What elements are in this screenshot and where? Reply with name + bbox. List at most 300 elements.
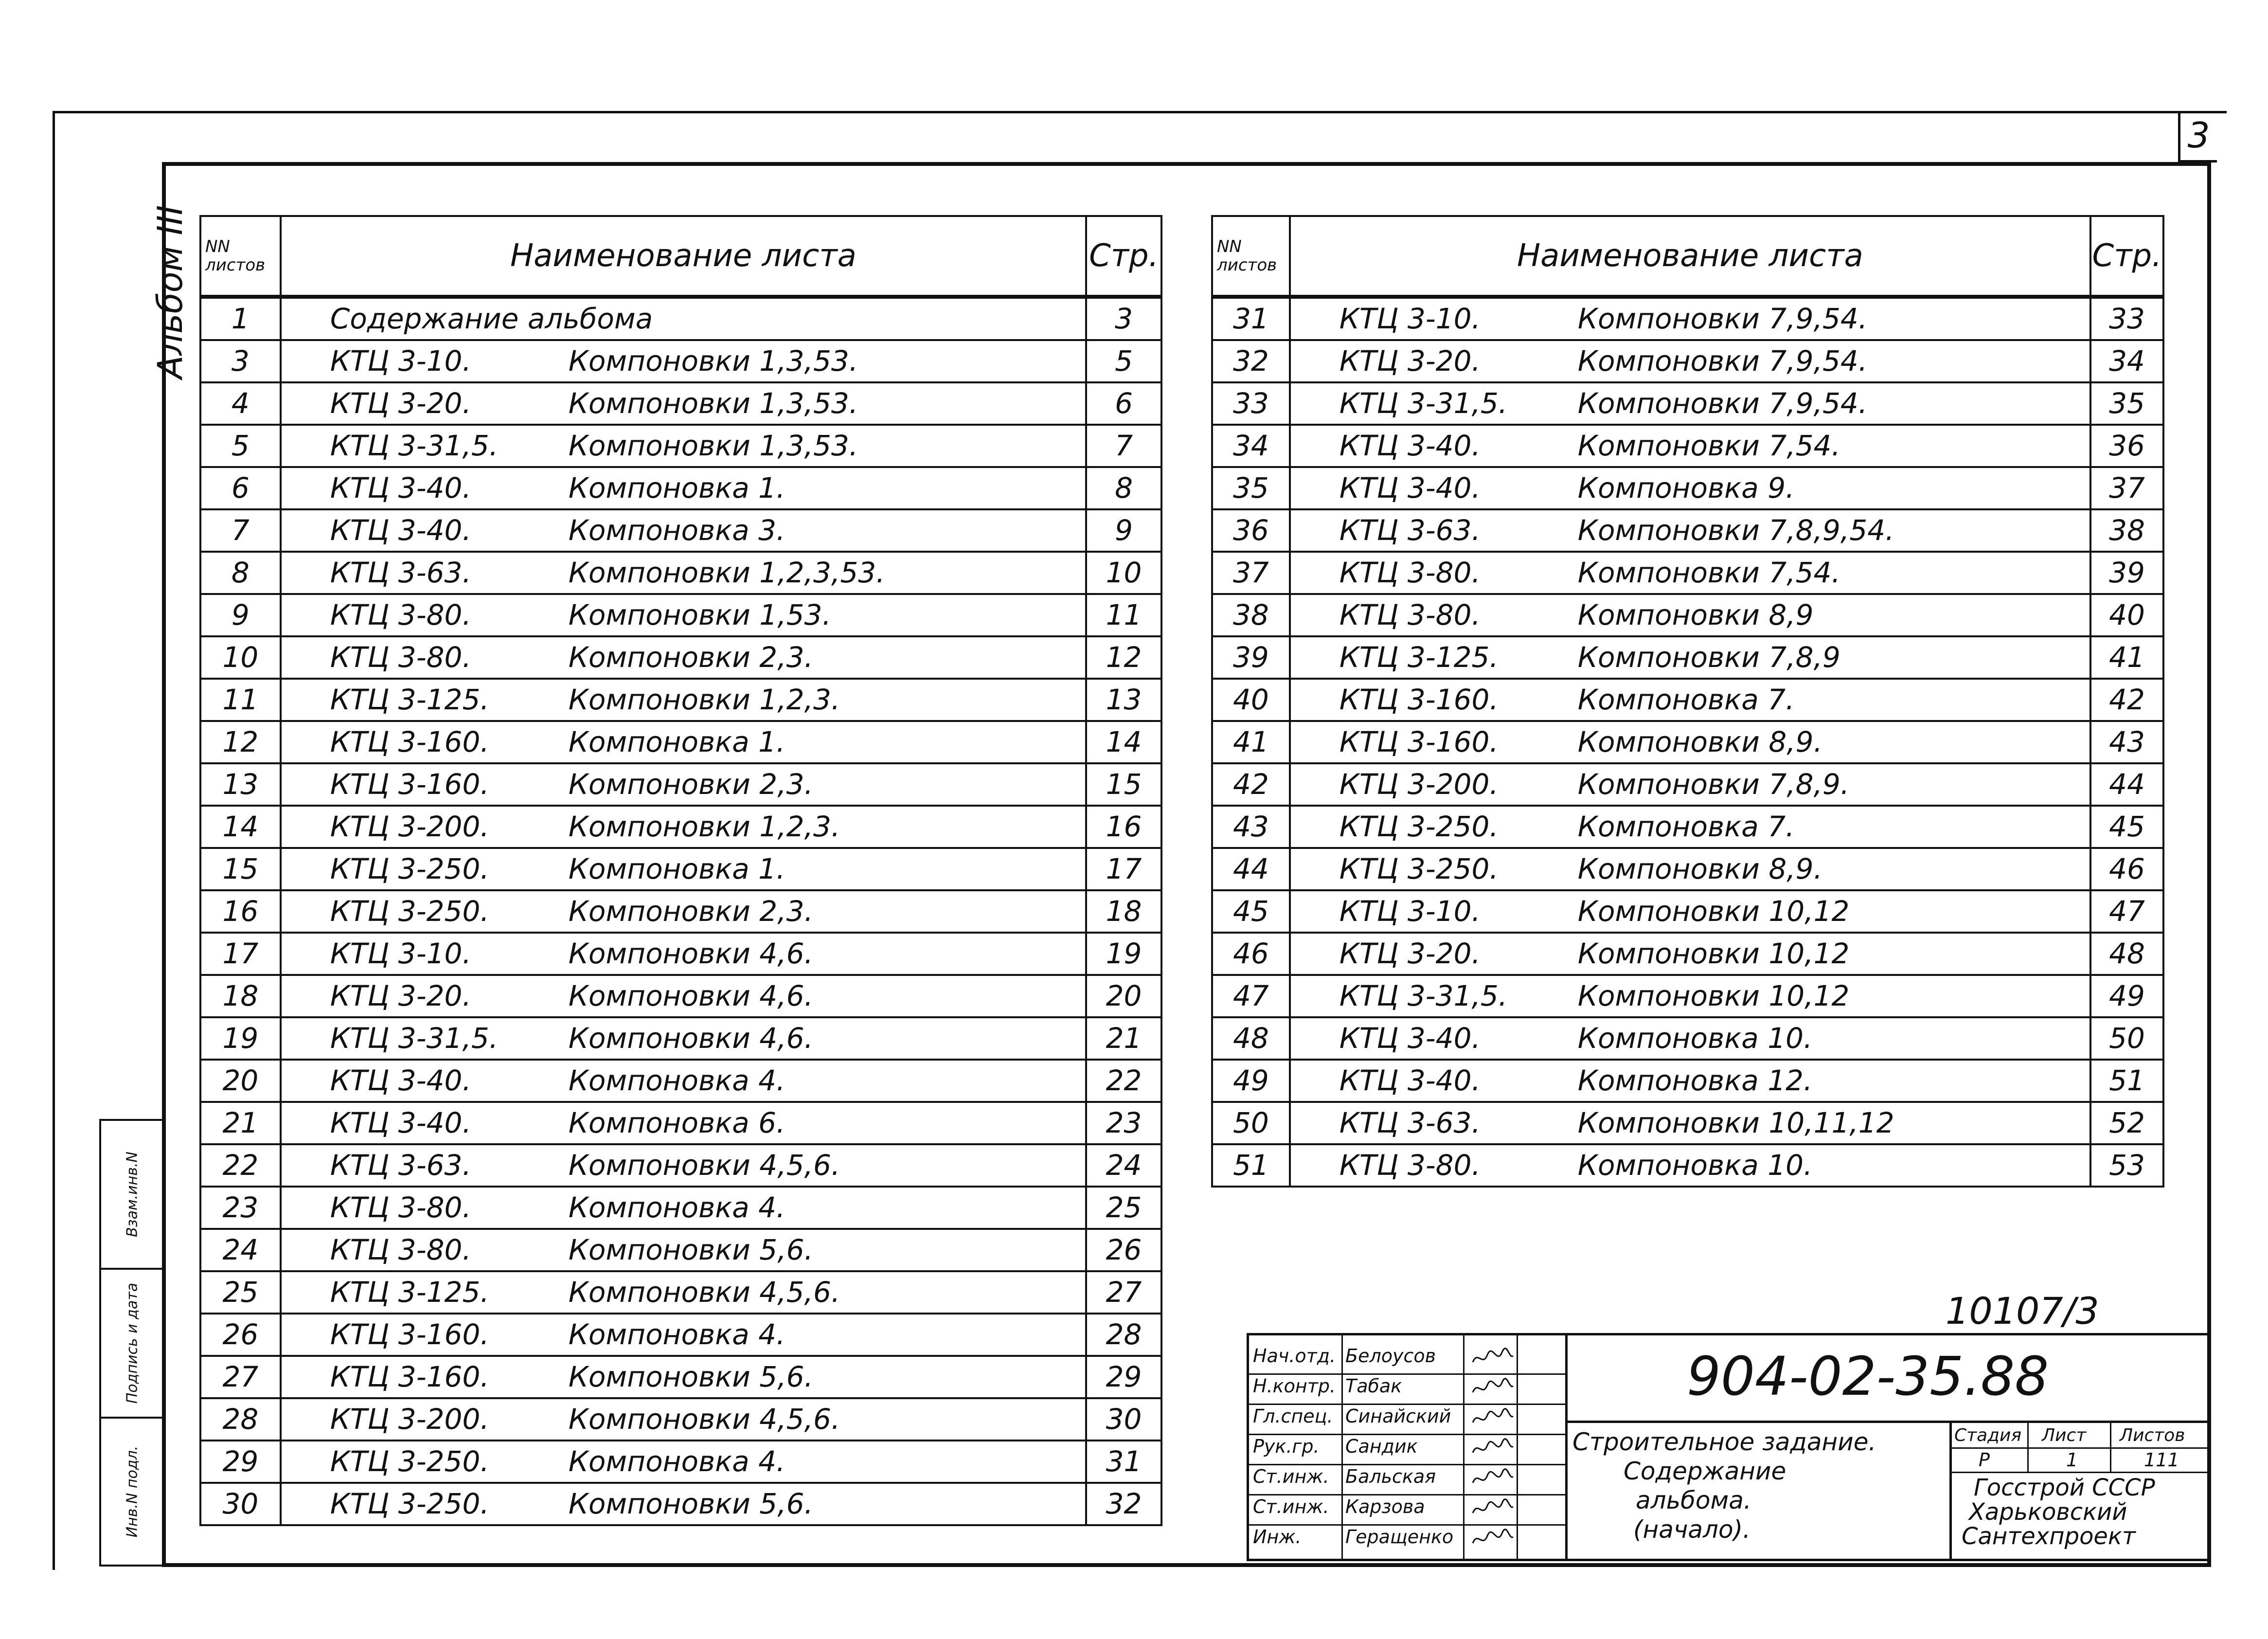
sheet-number-cell: 11 (200, 679, 281, 721)
handwritten-signature (1470, 1405, 1514, 1431)
table-row (200, 340, 1161, 382)
sheet-name-cell (281, 890, 1086, 933)
layout-name: Компоновки 10,12 (1577, 895, 1850, 928)
sheet-name-cell (281, 1398, 1086, 1441)
layout-name: Компоновки 8,9. (1577, 852, 1823, 885)
layout-name: Компоновка 10. (1577, 1149, 1813, 1182)
equipment-code: КТЦ 3-80. (330, 641, 471, 674)
equipment-code: КТЦ 3-200. (330, 810, 489, 843)
layout-name: Компоновки 10,12 (1577, 979, 1850, 1012)
header-nn: NN листов (200, 216, 281, 297)
equipment-code: КТЦ 3-80. (1339, 1149, 1481, 1182)
page-number-cell: 8 (1086, 467, 1161, 509)
table-row (200, 890, 1161, 933)
sheet-number-cell: 34 (1212, 425, 1290, 467)
layout-name: Компоновка 12. (1577, 1064, 1813, 1097)
equipment-code: КТЦ 3-31,5. (1339, 387, 1508, 420)
page-number-cell: 45 (2090, 806, 2163, 848)
page-number-cell: 40 (2090, 594, 2163, 636)
sheet-number-cell: 33 (1212, 382, 1290, 425)
sheet-number-cell: 35 (1212, 467, 1290, 509)
title-line-1: Строительное задание. (1572, 1428, 1876, 1456)
table-row (1212, 382, 2163, 425)
sheet-name-cell (281, 1229, 1086, 1271)
layout-name: Компоновки 7,8,9. (1577, 768, 1850, 801)
sheet-name-cell (1290, 1060, 2090, 1102)
table-row (200, 425, 1161, 467)
sheet-name-cell (1290, 1144, 2090, 1187)
sheet-name-cell (281, 721, 1086, 763)
sheet-name-cell (281, 1483, 1086, 1525)
signatory-name: Белоусов (1345, 1345, 1436, 1367)
title-line-2: Содержание (1624, 1457, 1786, 1485)
layout-name: Компоновки 2,3. (568, 895, 813, 928)
table-row (200, 467, 1161, 509)
sheet-number-cell: 31 (1212, 297, 1290, 340)
layout-name: Компоновки 7,9,54. (1577, 387, 1868, 420)
table-row (200, 1356, 1161, 1398)
equipment-code: КТЦ 3-160. (1339, 725, 1499, 758)
table-row (200, 848, 1161, 890)
signatory-role: Нач.отд. (1253, 1345, 1336, 1367)
signatory-name: Сандик (1345, 1436, 1418, 1457)
layout-name: Компоновка 7. (1577, 683, 1795, 716)
table-row (1212, 1060, 2163, 1102)
handwritten-signature (1470, 1526, 1514, 1551)
header-page: Стр. (1086, 216, 1161, 297)
page-number-cell: 22 (1086, 1060, 1161, 1102)
sheet-number-cell: 36 (1212, 509, 1290, 552)
layout-name: Компоновки 1,2,3. (568, 810, 840, 843)
table-row (200, 552, 1161, 594)
page-number-cell: 28 (1086, 1314, 1161, 1356)
sheet-number-cell: 4 (200, 382, 281, 425)
page-number-cell: 30 (1086, 1398, 1161, 1441)
sheet-name-cell (281, 1017, 1086, 1060)
page-number-cell: 9 (1086, 509, 1161, 552)
sheet-number-cell: 10 (200, 636, 281, 679)
sheet-number-cell: 7 (200, 509, 281, 552)
sheet-number-cell: 15 (200, 848, 281, 890)
layout-name: Компоновки 4,5,6. (568, 1403, 840, 1436)
sheet-number-cell: 27 (200, 1356, 281, 1398)
equipment-code: КТЦ 3-80. (330, 1191, 471, 1224)
page-number-cell: 38 (2090, 509, 2163, 552)
page-number-cell: 26 (1086, 1229, 1161, 1271)
equipment-code: КТЦ 3-40. (330, 1064, 471, 1097)
layout-name: Компоновки 4,5,6. (568, 1149, 840, 1182)
sheet-name-cell (1290, 806, 2090, 848)
table-row (200, 1229, 1161, 1271)
page-number-cell: 17 (1086, 848, 1161, 890)
equipment-code: КТЦ 3-250. (1339, 810, 1499, 843)
page-number-cell: 20 (1086, 975, 1161, 1017)
equipment-code: КТЦ 3-40. (1339, 471, 1481, 504)
sheet-name-cell (1290, 340, 2090, 382)
layout-name: Компоновки 7,8,9,54. (1577, 514, 1894, 547)
header-nn: NN листов (1212, 216, 1290, 297)
equipment-code: КТЦ 3-80. (1339, 556, 1481, 589)
equipment-code: КТЦ 3-160. (330, 725, 489, 758)
table-row (200, 1483, 1161, 1525)
layout-name: Компоновки 4,5,6. (568, 1276, 840, 1309)
table-row (200, 1102, 1161, 1144)
sheet-name-cell (1290, 297, 2090, 340)
page-number-cell: 52 (2090, 1102, 2163, 1144)
equipment-code: КТЦ 3-160. (330, 1360, 489, 1393)
sheet-name-cell (281, 1187, 1086, 1229)
equipment-code: КТЦ 3-20. (1339, 344, 1481, 378)
sheet-number-cell: 28 (200, 1398, 281, 1441)
table-row (1212, 890, 2163, 933)
layout-name: Компоновка 4. (568, 1191, 786, 1224)
layout-name: Компоновки 7,9,54. (1577, 302, 1868, 335)
sheet-number-cell: 16 (200, 890, 281, 933)
sheet-number-cell: 32 (1212, 340, 1290, 382)
equipment-code: КТЦ 3-160. (330, 768, 489, 801)
equipment-code: КТЦ 3-20. (330, 387, 471, 420)
layout-name: Компоновки 1,3,53. (568, 387, 858, 420)
sheet-name-cell (281, 1441, 1086, 1483)
stage-value: Р (1979, 1449, 1990, 1471)
equipment-code: КТЦ 3-80. (330, 1233, 471, 1266)
sheet-name-cell (1290, 975, 2090, 1017)
signatory-name: Карзова (1345, 1496, 1425, 1517)
page-number-cell: 12 (1086, 636, 1161, 679)
layout-name: Компоновки 4,6. (568, 937, 813, 970)
table-row (1212, 297, 2163, 340)
sheet-name-cell (1290, 594, 2090, 636)
page-number-cell: 6 (1086, 382, 1161, 425)
sheet-index-table-right (1211, 215, 2164, 1188)
page-number-cell: 44 (2090, 763, 2163, 806)
sheet-name-cell (281, 1144, 1086, 1187)
table-row (200, 509, 1161, 552)
sheet-number-cell: 1 (200, 297, 281, 340)
sheet-number-cell: 45 (1212, 890, 1290, 933)
sheet-number-cell: 18 (200, 975, 281, 1017)
sheet-name-cell (281, 975, 1086, 1017)
equipment-code: КТЦ 3-20. (1339, 937, 1481, 970)
layout-name: Компоновки 1,2,3. (568, 683, 840, 716)
layout-name: Компоновки 4,6. (568, 1022, 813, 1055)
sheet-name-cell (1290, 425, 2090, 467)
equipment-code: КТЦ 3-250. (330, 1445, 489, 1478)
equipment-code: КТЦ 3-125. (330, 1276, 489, 1309)
page-number-cell: 37 (2090, 467, 2163, 509)
equipment-code: КТЦ 3-160. (1339, 683, 1499, 716)
sheets-value: 111 (2144, 1449, 2179, 1471)
sheet-number-cell: 13 (200, 763, 281, 806)
page-number-cell: 27 (1086, 1271, 1161, 1314)
sheet-index-table-left (199, 215, 1162, 1526)
table-row (1212, 975, 2163, 1017)
sheet-name-cell (281, 806, 1086, 848)
sheet-name-cell (281, 425, 1086, 467)
layout-name: Компоновка 3. (568, 514, 786, 547)
album-label: Альбом III (150, 205, 190, 379)
side-stamp (99, 1119, 165, 1567)
sheet-number: 3 (2178, 111, 2217, 162)
page-number-cell: 18 (1086, 890, 1161, 933)
table-row (1212, 509, 2163, 552)
handwritten-signature (1470, 1345, 1514, 1370)
table-row (1212, 933, 2163, 975)
sheet-name-cell (281, 297, 1086, 340)
page-number-cell: 31 (1086, 1441, 1161, 1483)
equipment-code: КТЦ 3-80. (1339, 598, 1481, 631)
layout-name: Компоновки 5,6. (568, 1487, 813, 1520)
sheet-name-cell (1290, 509, 2090, 552)
sheet-number-cell: 20 (200, 1060, 281, 1102)
page-number-cell: 5 (1086, 340, 1161, 382)
sheet-number-cell: 5 (200, 425, 281, 467)
header-page: Стр. (2090, 216, 2163, 297)
page-number-cell: 35 (2090, 382, 2163, 425)
page-number-cell: 25 (1086, 1187, 1161, 1229)
org-line-3: Сантехпроект (1962, 1523, 2136, 1550)
page-number-cell: 15 (1086, 763, 1161, 806)
page-number-cell: 13 (1086, 679, 1161, 721)
sheet-number-cell: 25 (200, 1271, 281, 1314)
sheet-name-cell (281, 848, 1086, 890)
layout-name: Компоновки 7,54. (1577, 556, 1840, 589)
handwritten-signature (1470, 1436, 1514, 1461)
equipment-code: КТЦ 3-125. (330, 683, 489, 716)
sheet-number-cell: 51 (1212, 1144, 1290, 1187)
sheet-name-cell (281, 552, 1086, 594)
page-number-cell: 24 (1086, 1144, 1161, 1187)
equipment-code: КТЦ 3-31,5. (1339, 979, 1508, 1012)
sheet-name-cell (1290, 679, 2090, 721)
table-row (1212, 1102, 2163, 1144)
table-row (1212, 425, 2163, 467)
sheet-number-cell: 17 (200, 933, 281, 975)
sheet-name-cell (281, 1271, 1086, 1314)
layout-name: Компоновки 1,3,53. (568, 429, 858, 462)
table-row (1212, 721, 2163, 763)
equipment-code: КТЦ 3-31,5. (330, 1022, 499, 1055)
sheet-name-cell (281, 509, 1086, 552)
table-row (200, 1187, 1161, 1229)
sheet-number-cell: 8 (200, 552, 281, 594)
sheet-name-cell (281, 1102, 1086, 1144)
page-number-cell: 42 (2090, 679, 2163, 721)
sheet-name-cell (1290, 1017, 2090, 1060)
page-number-cell: 16 (1086, 806, 1161, 848)
sheet-number-cell: 50 (1212, 1102, 1290, 1144)
org-line-2: Харьковский (1969, 1498, 2127, 1526)
sheet-name-cell (1290, 933, 2090, 975)
sheet-name-cell (281, 1060, 1086, 1102)
page-number-cell: 47 (2090, 890, 2163, 933)
header-name: Наименование листа (1290, 216, 2090, 297)
table-row (1212, 848, 2163, 890)
equipment-code: КТЦ 3-40. (330, 514, 471, 547)
sheet-number-cell: 42 (1212, 763, 1290, 806)
sheet-number-cell: 48 (1212, 1017, 1290, 1060)
page-number-cell: 53 (2090, 1144, 2163, 1187)
document-reference: 10107/3 (1946, 1289, 2099, 1333)
equipment-code: КТЦ 3-80. (330, 598, 471, 631)
sheet-name-cell (281, 594, 1086, 636)
layout-name: Компоновки 10,11,12 (1577, 1106, 1894, 1139)
table-row (200, 1314, 1161, 1356)
table-header (1212, 216, 2163, 297)
page-number-cell: 21 (1086, 1017, 1161, 1060)
sheets-label: Листов (2120, 1425, 2185, 1445)
layout-name: Компоновки 4,6. (568, 979, 813, 1012)
title-line-3: альбома. (1636, 1486, 1751, 1514)
sheet-number-cell: 26 (200, 1314, 281, 1356)
layout-name: Компоновка 4. (568, 1064, 786, 1097)
table-row (200, 721, 1161, 763)
page-number-cell: 51 (2090, 1060, 2163, 1102)
table-row (200, 933, 1161, 975)
table-row (200, 594, 1161, 636)
equipment-code: КТЦ 3-200. (1339, 768, 1499, 801)
page-number-cell: 50 (2090, 1017, 2163, 1060)
layout-name: Компоновка 6. (568, 1106, 786, 1139)
sheet-number-cell: 29 (200, 1441, 281, 1483)
stamp-replaced-inv: Взам.инв.N (99, 1119, 165, 1270)
equipment-code: КТЦ 3-63. (330, 556, 471, 589)
page-number-cell: 7 (1086, 425, 1161, 467)
sheet-name-cell (281, 340, 1086, 382)
sheet-number-cell: 38 (1212, 594, 1290, 636)
handwritten-signature (1470, 1496, 1514, 1521)
table-row (200, 763, 1161, 806)
sheet-number-cell: 47 (1212, 975, 1290, 1017)
layout-name: Компоновки 7,9,54. (1577, 344, 1868, 378)
page-number-cell: 43 (2090, 721, 2163, 763)
sheet-name-cell (281, 679, 1086, 721)
equipment-code: КТЦ 3-250. (1339, 852, 1499, 885)
page-number-cell: 14 (1086, 721, 1161, 763)
sheet-number-cell: 43 (1212, 806, 1290, 848)
equipment-code: КТЦ 3-40. (1339, 1064, 1481, 1097)
sheet-number-cell: 3 (200, 340, 281, 382)
table-row (200, 1017, 1161, 1060)
sheet-name-cell (1290, 467, 2090, 509)
sheet-label: Лист (2042, 1425, 2087, 1445)
equipment-code: КТЦ 3-10. (330, 937, 471, 970)
sheet-name-cell (1290, 1102, 2090, 1144)
layout-name: Компоновка 10. (1577, 1022, 1813, 1055)
header-name: Наименование листа (281, 216, 1086, 297)
table-row (1212, 552, 2163, 594)
sheet-number-cell: 44 (1212, 848, 1290, 890)
sheet-number-cell: 40 (1212, 679, 1290, 721)
table-row (200, 1441, 1161, 1483)
layout-name: Компоновки 7,8,9 (1577, 641, 1840, 674)
equipment-code: КТЦ 3-125. (1339, 641, 1499, 674)
equipment-code: Содержание альбома (330, 302, 653, 335)
table-row (200, 1398, 1161, 1441)
signatory-role: Ст.инж. (1253, 1496, 1329, 1517)
layout-name: Компоновки 2,3. (568, 641, 813, 674)
layout-name: Компоновка 1. (568, 725, 786, 758)
page-number-cell: 11 (1086, 594, 1161, 636)
page-number-cell: 29 (1086, 1356, 1161, 1398)
title-block (1247, 1333, 2211, 1561)
layout-name: Компоновки 8,9 (1577, 598, 1814, 631)
sheet-number-cell: 21 (200, 1102, 281, 1144)
table-row (1212, 467, 2163, 509)
sheet-name-cell (281, 763, 1086, 806)
sheet-number-cell: 37 (1212, 552, 1290, 594)
page-number-cell: 10 (1086, 552, 1161, 594)
table-header (200, 216, 1161, 297)
sheet-name-cell (281, 382, 1086, 425)
equipment-code: КТЦ 3-160. (330, 1318, 489, 1351)
equipment-code: КТЦ 3-250. (330, 1487, 489, 1520)
equipment-code: КТЦ 3-10. (330, 344, 471, 378)
table-row (200, 1060, 1161, 1102)
page-number-cell: 3 (1086, 297, 1161, 340)
page-number-cell: 32 (1086, 1483, 1161, 1525)
table-row (200, 1144, 1161, 1187)
layout-name: Компоновки 5,6. (568, 1360, 813, 1393)
table-row (1212, 636, 2163, 679)
layout-name: Компоновки 1,3,53. (568, 344, 858, 378)
layout-name: Компоновки 1,53. (568, 598, 831, 631)
sheet-number-cell: 19 (200, 1017, 281, 1060)
table-row (200, 679, 1161, 721)
stage-label: Стадия (1954, 1425, 2022, 1445)
signatory-role: Гл.спец. (1253, 1405, 1333, 1427)
document-code: 904-02-35.88 (1687, 1345, 2049, 1407)
title-line-4: (начало). (1633, 1515, 1750, 1544)
table-row (1212, 806, 2163, 848)
signatory-name: Табак (1345, 1375, 1402, 1397)
table-row (200, 806, 1161, 848)
sheet-number-cell: 24 (200, 1229, 281, 1271)
sheet-number-cell: 12 (200, 721, 281, 763)
page-number-cell: 36 (2090, 425, 2163, 467)
equipment-code: КТЦ 3-200. (330, 1403, 489, 1436)
sheet-name-cell (1290, 636, 2090, 679)
equipment-code: КТЦ 3-63. (1339, 514, 1481, 547)
table-row (200, 975, 1161, 1017)
signatory-role: Рук.гр. (1253, 1436, 1320, 1457)
sheet-number-cell: 49 (1212, 1060, 1290, 1102)
sheet-name-cell (1290, 552, 2090, 594)
sheet-name-cell (281, 636, 1086, 679)
page-number-cell: 41 (2090, 636, 2163, 679)
sheet-name-cell (281, 467, 1086, 509)
layout-name: Компоновка 4. (568, 1445, 786, 1478)
layout-name: Компоновка 4. (568, 1318, 786, 1351)
equipment-code: КТЦ 3-31,5. (330, 429, 499, 462)
layout-name: Компоновка 1. (568, 852, 786, 885)
equipment-code: КТЦ 3-250. (330, 895, 489, 928)
signatory-name: Синайский (1345, 1405, 1451, 1427)
equipment-code: КТЦ 3-250. (330, 852, 489, 885)
equipment-code: КТЦ 3-40. (330, 1106, 471, 1139)
page-number-cell: 48 (2090, 933, 2163, 975)
table-row (1212, 1144, 2163, 1187)
layout-name: Компоновка 7. (1577, 810, 1795, 843)
sheet-name-cell (1290, 763, 2090, 806)
page-number-cell: 23 (1086, 1102, 1161, 1144)
sheet-name-cell (281, 1314, 1086, 1356)
equipment-code: КТЦ 3-20. (330, 979, 471, 1012)
layout-name: Компоновки 8,9. (1577, 725, 1823, 758)
sheet-name-cell (281, 933, 1086, 975)
table-row (1212, 1017, 2163, 1060)
sheet-name-cell (281, 1356, 1086, 1398)
